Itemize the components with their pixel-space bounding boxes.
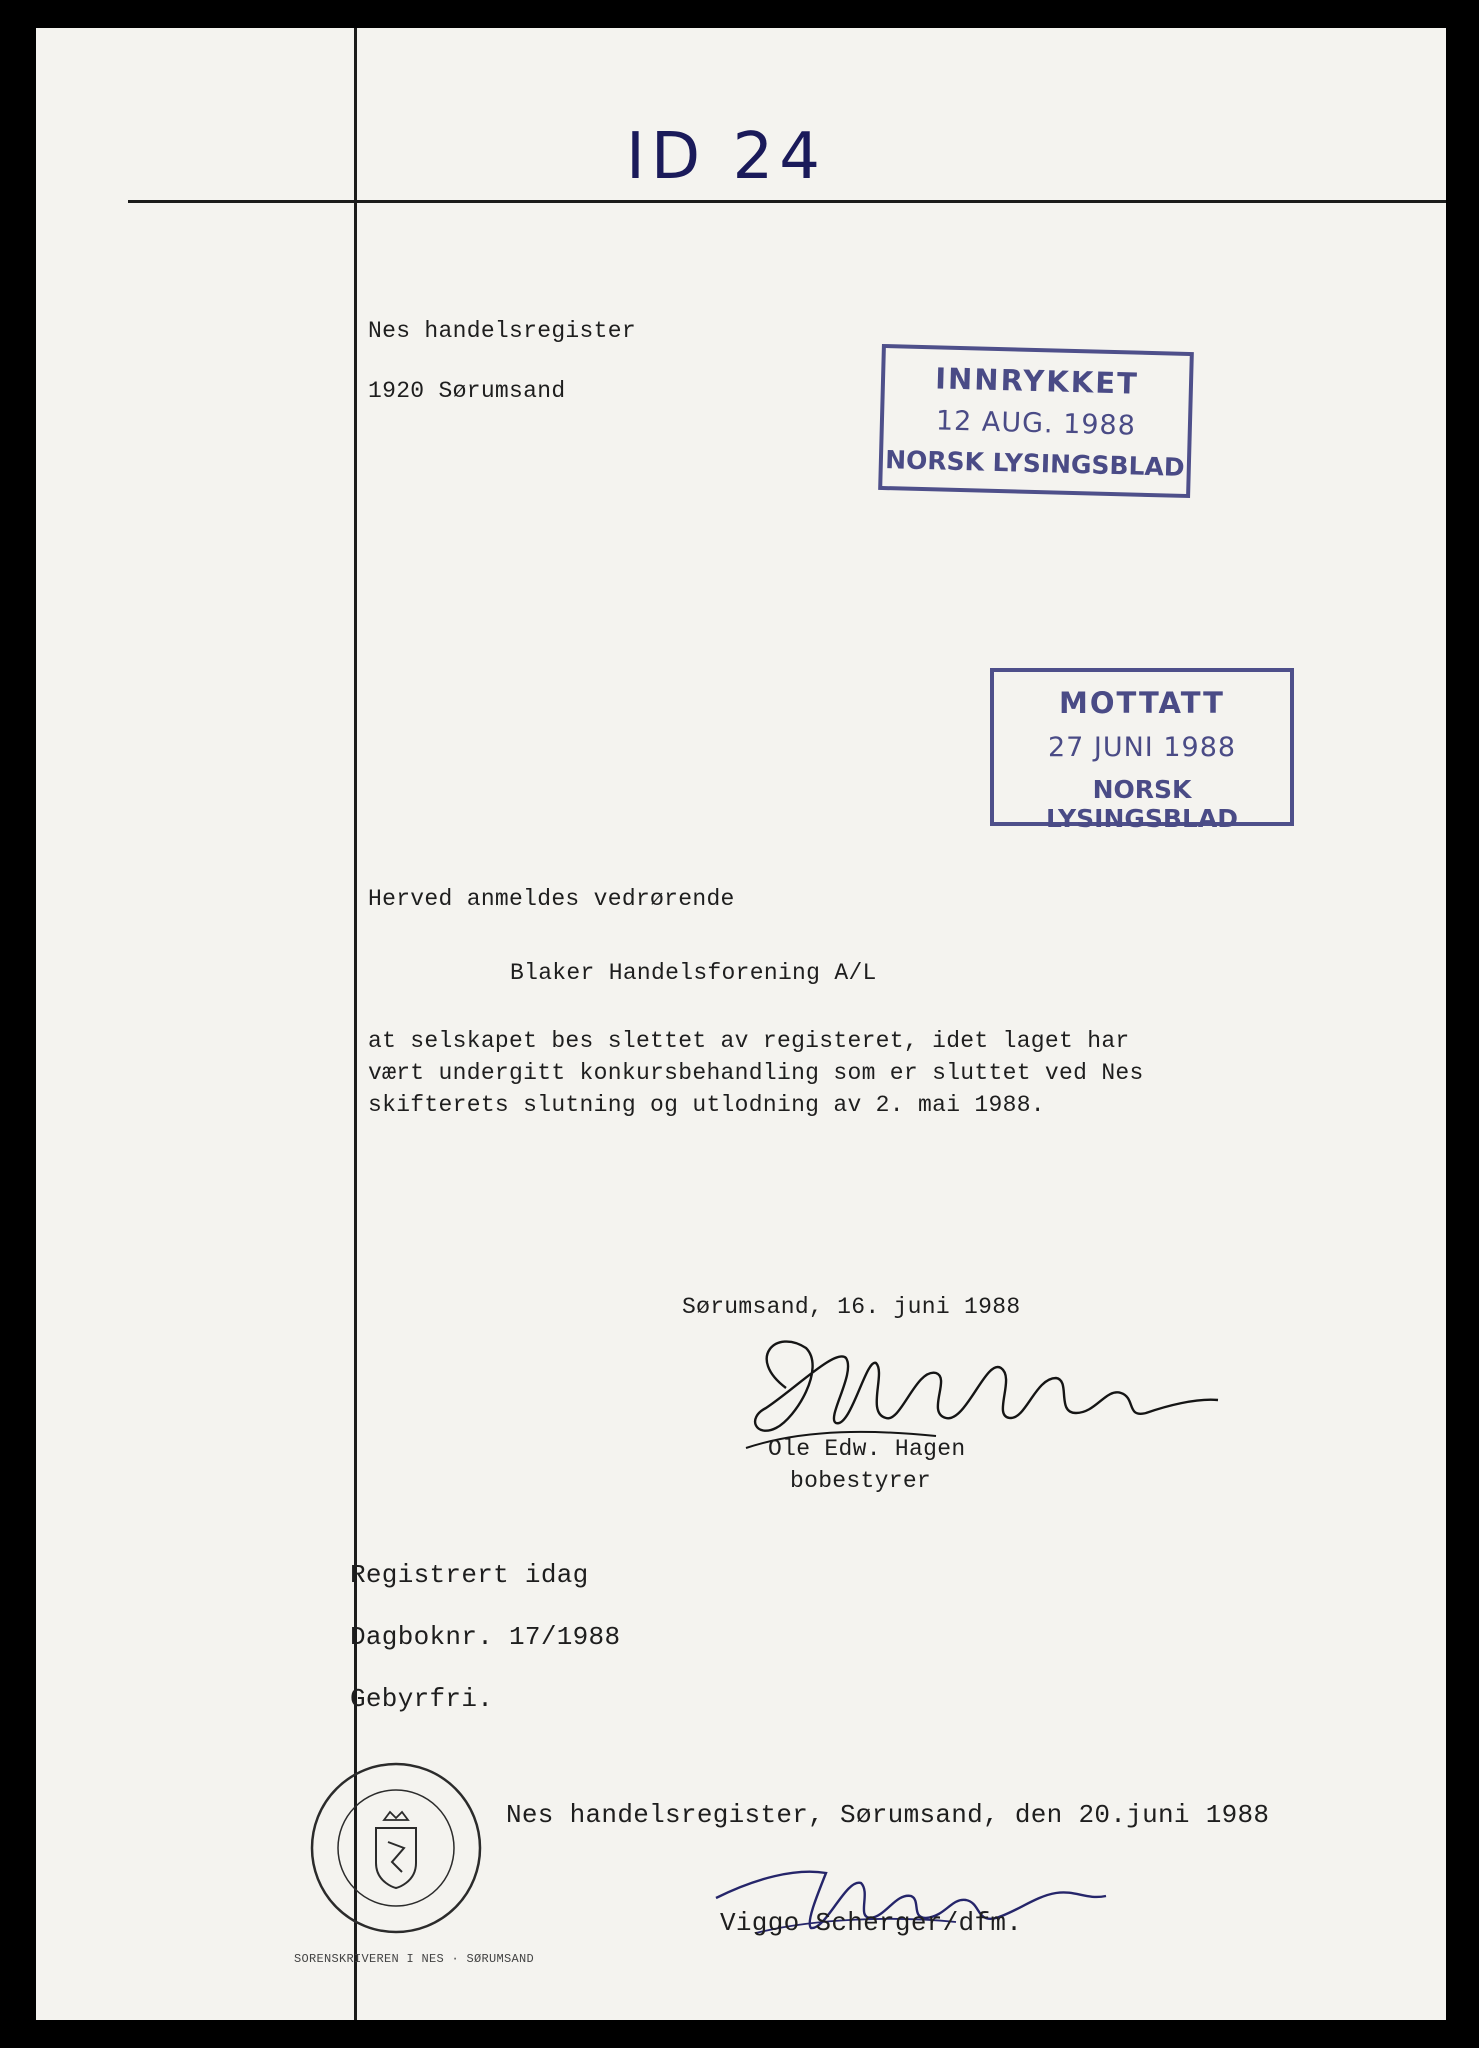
stamp-innrykket-title: INNRYKKET	[934, 361, 1140, 401]
company-name: Blaker Handelsforening A/L	[510, 960, 877, 986]
body-intro: Herved anmeldes vedrørende	[368, 886, 735, 912]
registration-line-3: Gebyrfri.	[350, 1684, 494, 1714]
margin-rule-vertical	[354, 28, 357, 2020]
stamp-mottatt-title: MOTTATT	[1059, 686, 1225, 720]
paper-sheet	[36, 28, 1446, 2020]
body-line-3: skifterets slutning og utlodning av 2. mai 1988.	[368, 1092, 1045, 1118]
registration-footer: Nes handelsregister, Sørumsand, den 20.juni 1988	[506, 1800, 1270, 1830]
registration-signer: Viggo Scherger/dfm.	[720, 1908, 1023, 1938]
signer-name: Ole Edw. Hagen	[768, 1436, 966, 1462]
body-line-2: vært undergitt konkursbehandling som er sluttet ved Nes	[368, 1060, 1144, 1086]
seal-icon	[306, 1758, 486, 1938]
handwritten-id: ID 24	[626, 120, 826, 194]
place-date: Sørumsand, 16. juni 1988	[682, 1294, 1021, 1320]
addressee-name: Nes handelsregister	[368, 318, 636, 344]
official-seal	[306, 1758, 486, 1943]
stamp-mottatt-date: 27 JUNI 1988	[1047, 732, 1237, 763]
header-rule-horizontal	[128, 200, 1446, 203]
body-line-1: at selskapet bes slettet av registeret, idet laget har	[368, 1028, 1130, 1054]
registration-line-1: Registrert idag	[350, 1560, 589, 1590]
signer-title: bobestyrer	[790, 1468, 932, 1494]
registration-line-2: Dagboknr. 17/1988	[350, 1622, 621, 1652]
stamp-innrykket-date: 12 AUG. 1988	[935, 405, 1137, 442]
stamp-innrykket	[878, 344, 1194, 498]
seal-text: SORENSKRIVEREN I NES · SØRUMSAND	[294, 1952, 535, 1966]
stamp-mottatt-org: NORSK LYSINGSBLAD	[1046, 775, 1238, 833]
addressee-postal: 1920 Sørumsand	[368, 378, 566, 404]
stamp-innrykket-org: NORSK LYSINGSBLAD	[884, 445, 1185, 482]
stamp-mottatt	[990, 668, 1294, 833]
